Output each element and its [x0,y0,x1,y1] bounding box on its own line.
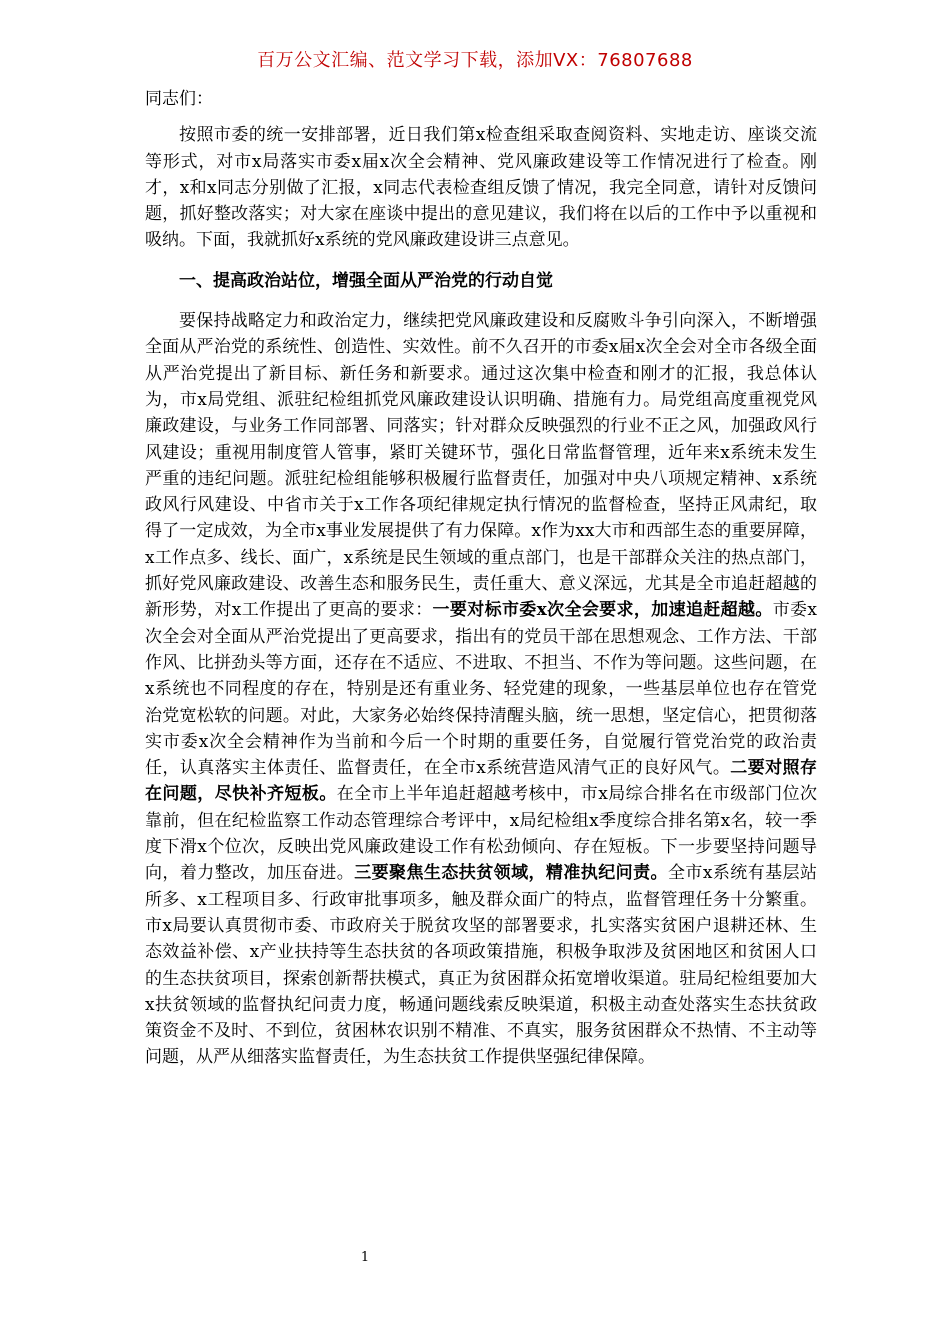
document-body [145,86,817,1071]
paragraph-text: 要保持战略定力和政治定力，继续把党风廉政建设和反腐败斗争引向深入，不断增强全面从严治党的系统性、创造性、实效性。前不久召开的市委x届x次全会对全市各级全面从严治党提出了新目标、新任务和新要求。通过这次集中检查和刚才的汇报，我总体认为，市x局党组、派驻纪检组抓党风廉政建设认识明确、措施有力。局党组高度重视党风廉政建设，与业务工作同部署、同落实；针对群众反映强烈的行业不正之风，加强政风行风建设；重视用制度管人管事，紧盯关键环节，强化日常监督管理，近年来x系统未发生严重的违纪问题。派驻纪检组能够积极履行监督责任，加强对中央八项规定精神、x系统政风行风建设、中省市关于x工作各项纪律规定执行情况的监督检查，坚持正风肃纪，取得了一定成效，为全市x事业发展提供了有力保障。x作为xx大市和西部生态的重要屏障，x工作点多、线长、面广，x系统是民生领域的重点部门，也是干部群众关注的热点部门，抓好党风廉政建设、改善生态和服务民生，责任重大、意义深远，尤其是全市追赶超越的新形势，对x工作提出了更高的要求： [145,311,817,621]
header-banner: 百万公文汇编、范文学习下载，添加VX：76807688 [257,50,693,71]
paragraph-text: 在全市上半年追赶超越考核中，市x局综合排名在市级部门位次靠前，但在纪检监察工作动态管理综合考评中，x局纪检组x季度综合排名第x名，较一季度下滑x个位次，反映出党风廉政建设工作有松劲倾向、存在短板。下一步要坚持问题导向，着力整改，加压奋进。 [145,784,817,884]
section-heading-1: 一、提高政治站位，增强全面从严治党的行动自觉 [179,270,553,291]
paragraph-text: 全市x系统有基层站所多、x工程项目多、行政审批事项多，触及群众面广的特点，监督管理任务十分繁重。市x局要认真贯彻市委、市政府关于脱贫攻坚的部署要求，扎实落实贫困户退耕还林、生态效益补偿、x产业扶持等生态扶贫的各项政策措施，积极争取涉及贫困地区和贫困人口的生态扶贫项目，探索创新帮扶模式，真正为贫困群众拓宽增收渠道。驻局纪检组要加大x扶贫领域的监督执纪问责力度，畅通问题线索反映渠道，积极主动查处落实生态扶贫政策资金不及时、不到位，贫困林农识别不精准、不真实，服务贫困群众不热情、不主动等问题，从严从细落实监督责任，为生态扶贫工作提供坚强纪律保障。 [145,863,818,1068]
key-point-2: 二要对照存在问题，尽快补齐短板。 [145,758,817,805]
paragraph-text: 市委x次全会对全面从严治党提出了更高要求，指出有的党员干部在思想观念、工作方法、干部作风、比拼劲头等方面，还存在不适应、不进取、不担当、不作为等问题。这些问题，在x系统也不同程度的存在，特别是还有重业务、轻党建的现象，一些基层单位也存在管党治党宽松软的问题。对此，大家务必始终保持清醒头脑，统一思想，坚定信心，把贯彻落实市委x次全会精神作为当前和今后一个时期的重要任务，自觉履行管党治党的政治责任，认真落实主体责任、监督责任，在全市x系统营造风清气正的良好风气。 [145,600,817,779]
page-number: 1 [360,1250,370,1265]
key-point-3: 三要聚焦生态扶贫领域，精准执纪问责。 [354,863,668,884]
key-point-1: 一要对标市委x次全会要求，加速追赶超越。 [432,600,773,621]
section-1-paragraph [145,308,817,1071]
salutation: 同志们： [145,89,213,109]
intro-paragraph: 按照市委的统一安排部署，近日我们第x检查组采取查阅资料、实地走访、座谈交流等形式，对市x局落实市委x届x次全会精神、党风廉政建设等工作情况进行了检查。刚才，x和x同志分别做了汇报，x同志代表检查组反馈了情况，我完全同意，请针对反馈问题，抓好整改落实；对大家在座谈中提出的意见建议，我们将在以后的工作中予以重视和吸纳。下面，我就抓好x系统的党风廉政建设讲三点意见。 [145,125,817,251]
